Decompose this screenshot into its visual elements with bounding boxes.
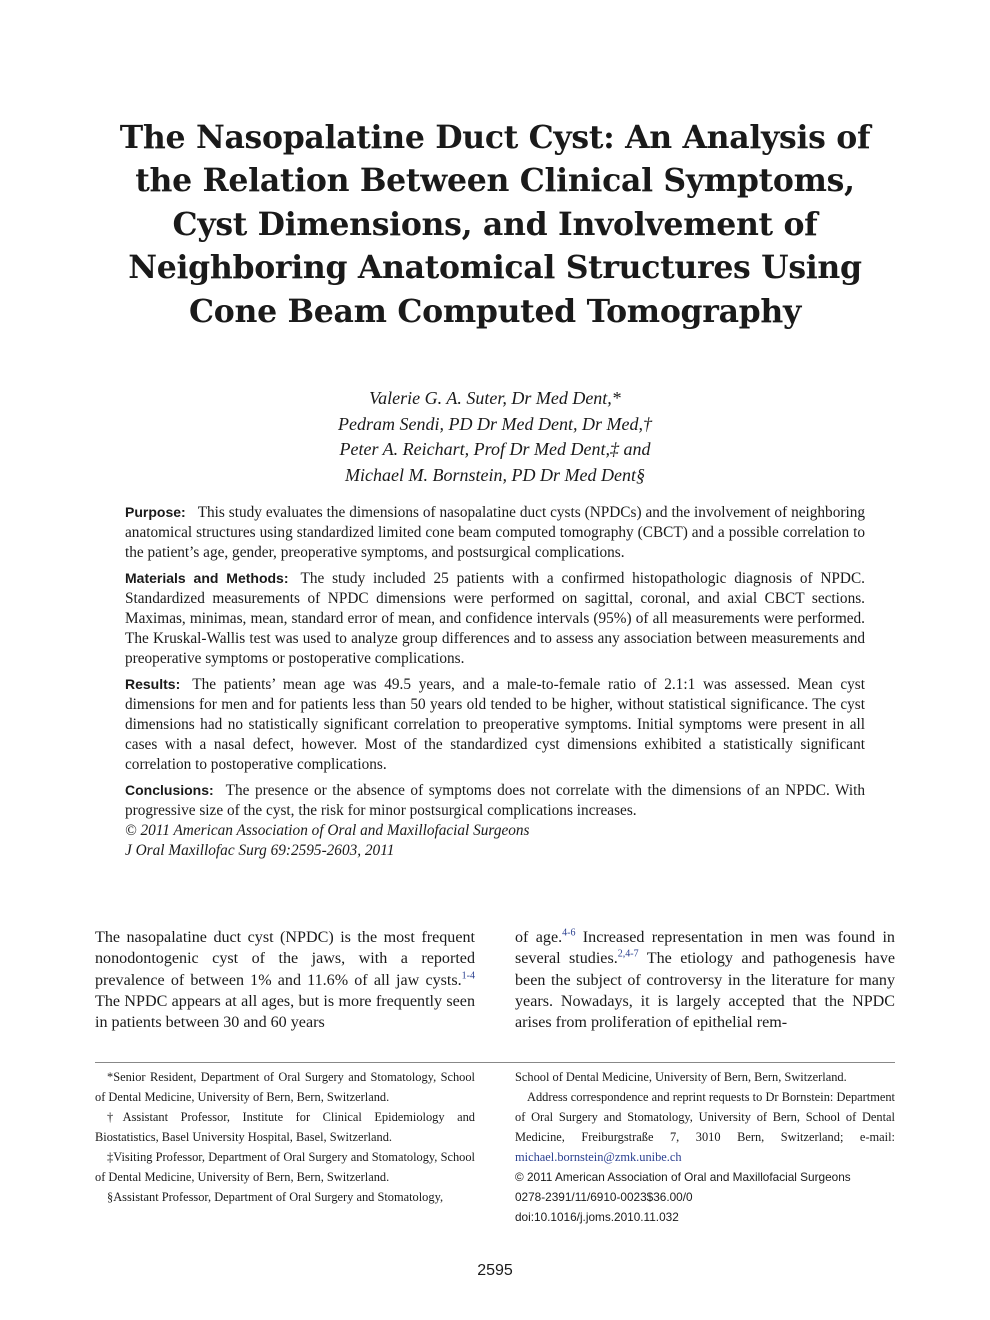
body-paragraph: The nasopalatine duct cyst (NPDC) is the most frequent nonodontogenic cyst of the jaws, with a reported prevalence of between 1% and 11.6% of all jaw cysts.$^{1-4}$ The NPDC appears at all ages, but is more frequently seen in patients between 30 and 60 years (95, 929, 475, 1032)
reference-link[interactable]: 1-4 (461, 970, 475, 982)
section-label: Results: (125, 676, 181, 692)
section-text: This study evaluates the dimensions of nasopalatine duct cysts (NPDCs) and the involvement of neighboring anatomical structures using standardized limited cone beam computed tomography (CBCT) and a possible correlation to the patient’s age, gender, preoperative symptoms, and postsurgical complications. (125, 504, 865, 561)
section-label: Conclusions: (125, 782, 214, 798)
email-link[interactable]: michael.bornstein@zmk.unibe.ch (515, 1150, 682, 1164)
doi-line: doi:10.1016/j.joms.2010.11.032 (515, 1210, 679, 1224)
author: Pedram Sendi, PD Dr Med Dent, Dr Med,† (338, 413, 652, 434)
section-text: The presence or the absence of symptoms does not correlate with the dimensions of an NPDC. With progressive size of the cyst, the risk for minor postsurgical complications increases. (125, 782, 865, 819)
footnotes-right (515, 1067, 895, 1227)
author: Peter A. Reichart, Prof Dr Med Dent,‡ and (339, 439, 651, 459)
abstract-methods (125, 568, 865, 669)
section-label: Purpose: (125, 504, 186, 520)
footnote: §Assistant Professor, Department of Oral Surgery and Stomatology, (107, 1190, 444, 1204)
reference-link[interactable]: 4-6 (562, 927, 576, 939)
author: Michael M. Bornstein, PD Dr Med Dent§ (345, 464, 645, 485)
author: Valerie G. A. Suter, Dr Med Dent,* (369, 388, 621, 408)
footnote: ‡Visiting Professor, Department of Oral Surgery and Stomatology, School of Dental Medicine, University of Bern, Bern, Switzerland. (95, 1150, 475, 1184)
abstract-conclusions (125, 780, 865, 821)
footnote-continuation: School of Dental Medicine, University of Bern, Bern, Switzerland. (515, 1070, 847, 1084)
body-column-right (515, 927, 895, 1033)
abstract-results (125, 674, 865, 775)
abstract-purpose (125, 502, 865, 563)
abstract (125, 502, 865, 861)
section-text: The study included 25 patients with a confirmed histopathologic diagnosis of NPDC. Standardized measurements of NPDC dimensions were performed on sagittal, coronal, and axial CBCT sections. Maximas, minimas, mean, standard error of mean, and confidence intervals (95%) of all measurements were performed. The Kruskal-Wallis test was used to analyze group differences and to assess any association between measurements and preoperative symptoms or postoperative complications. (125, 570, 865, 667)
publisher-copyright: © 2011 American Association of Oral and Maxillofacial Surgeons (515, 1170, 851, 1184)
body-paragraph: of age.$^{4-6}$ Increased representation in men was found in several studies.$^{2,4-7}$ The etiology and pathogenesis have been the subject of controversy in the literature for many years. Nowadays, it is largely accepted that the NPDC arises from proliferation of epithelial rem- (515, 927, 896, 1032)
author-list (95, 386, 895, 488)
correspondence-note: Address correspondence and reprint requests to Dr Bornstein: Department of Oral Surgery and Stomatology, University of Bern, School of Dental Medicine, Freiburgstraße 7, 3010 Bern, Switzerland; e-mail: michael.bornstein@zmk.unibe.ch (515, 1090, 895, 1164)
issn-line: 0278-2391/11/6910-0023$36.00/0 (515, 1190, 693, 1204)
citation-line: J Oral Maxillofac Surg 69:2595-2603, 2011 (125, 842, 395, 859)
page-number: 2595 (477, 1262, 513, 1279)
article-title: The Nasopalatine Duct Cyst: An Analysis of the Relation Between Clinical Symptoms, Cyst Dimensions, and Involvement of Neighboring Anatomical Structures Using Cone Beam Computed Tomography (119, 119, 871, 330)
footnote: †Assistant Professor, Institute for Clinical Epidemiology and Biostatistics, Basel University Hospital, Basel, Switzerland. (95, 1110, 475, 1144)
section-label: Materials and Methods: (125, 570, 289, 586)
section-text: The patients’ mean age was 49.5 years, and a male-to-female ratio of 2.1:1 was assessed. Mean cyst dimensions for men and for patients less than 50 years old tended to be higher, without statistical significance. The cyst dimensions had no statistically significant correlation to preoperative symptoms. Initial symptoms were present in all cases with a nasal defect, however. Most of the standardized cyst dimensions exhibited a statistically significant correlation to postoperative complications. (125, 676, 865, 773)
footnote-divider (95, 1062, 895, 1063)
reference-link[interactable]: 2,4-7 (617, 948, 639, 960)
copyright-line: © 2011 American Association of Oral and Maxillofacial Surgeons (125, 822, 530, 839)
body-column-left (95, 927, 475, 1033)
footnote: *Senior Resident, Department of Oral Surgery and Stomatology, School of Dental Medicine, University of Bern, Bern, Switzerland. (95, 1070, 475, 1104)
footnotes-left (95, 1067, 475, 1207)
